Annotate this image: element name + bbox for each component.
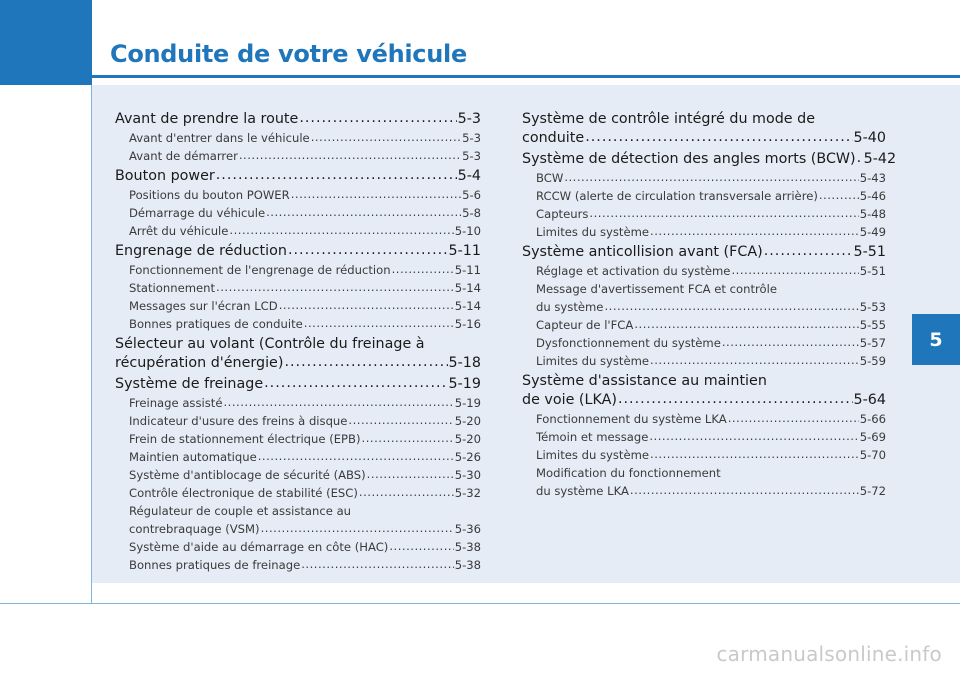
toc-entry-label: RCCW (alerte de circulation transversale arrière) [536, 189, 818, 203]
toc-leader-dots [264, 374, 447, 393]
toc-entry-label: Système de freinage [115, 376, 264, 392]
toc-entry-label: Réglage et activation du système [536, 264, 731, 278]
toc-entry-label: Capteurs [536, 207, 589, 221]
toc-entry-label: Avant de démarrer [129, 149, 238, 163]
toc-leader-dots [618, 390, 853, 409]
toc-entry-row [129, 297, 481, 315]
toc-entry-row [129, 204, 481, 222]
toc-page-number: 5-26 [454, 450, 481, 464]
toc-leader-dots [585, 128, 852, 147]
toc-page-number: 5-3 [462, 131, 481, 145]
toc-page-number: 5-6 [462, 188, 481, 202]
toc-page-number: 5-20 [454, 414, 481, 428]
toc-entry-row [522, 150, 897, 169]
toc-leader-dots [819, 186, 859, 204]
toc-subsection[interactable] [115, 186, 481, 204]
toc-entry-row [536, 410, 886, 428]
toc-section[interactable] [115, 242, 481, 261]
toc-page-number: 5-53 [859, 300, 886, 314]
toc-leader-dots [650, 445, 859, 463]
toc-page-number: 5-66 [859, 412, 886, 426]
toc-leader-dots [288, 241, 448, 260]
toc-entry-row [536, 187, 886, 205]
toc-leader-dots [261, 519, 454, 537]
toc-section[interactable] [115, 167, 481, 186]
toc-entry-row [536, 298, 886, 316]
toc-page-number: 5-18 [448, 355, 481, 371]
toc-entry-row [115, 167, 481, 186]
toc-entry-row [129, 147, 481, 165]
toc-subsection[interactable] [522, 334, 886, 352]
toc-entry-label: Témoin et message [536, 430, 649, 444]
toc-entry-row [115, 375, 481, 394]
toc-page-number: 5-43 [859, 171, 886, 185]
toc-entry-row [536, 446, 886, 464]
toc-subsection[interactable] [115, 538, 481, 556]
toc-subsection[interactable] [522, 280, 886, 316]
toc-page-number: 5-55 [859, 318, 886, 332]
toc-leader-dots [216, 278, 454, 296]
toc-entry-label: BCW [536, 171, 564, 185]
toc-leader-dots [279, 296, 454, 314]
toc-entry-label: Freinage assisté [129, 396, 223, 410]
toc-entry-label: du système LKA [536, 484, 629, 498]
toc-leader-dots [362, 429, 454, 447]
toc-leader-dots [649, 427, 858, 445]
toc-section[interactable] [522, 150, 897, 169]
toc-entry-row [536, 169, 886, 187]
toc-subsection[interactable] [115, 147, 481, 165]
toc-entry-label: Frein de stationnement électrique (EPB) [129, 432, 361, 446]
toc-entry-label: Arrêt du véhicule [129, 224, 229, 238]
toc-entry-row [129, 484, 481, 502]
toc-subsection[interactable] [115, 502, 481, 538]
toc-page-number: 5-48 [859, 207, 886, 221]
toc-entry-label: Fonctionnement du système LKA [536, 412, 727, 426]
toc-page-number: 5-20 [454, 432, 481, 446]
toc-subsection[interactable] [115, 297, 481, 315]
toc-entry-label: Limites du système [536, 354, 650, 368]
toc-entry-row [129, 129, 481, 147]
toc-leader-dots [650, 351, 859, 369]
toc-subsection[interactable] [115, 466, 481, 484]
toc-entry-row [129, 448, 481, 466]
toc-page-number: 5-42 [863, 151, 897, 167]
toc-page-number: 5-19 [454, 396, 481, 410]
toc-page-number: 5-36 [454, 522, 481, 536]
toc-entry-label: Contrôle électronique de stabilité (ESC) [129, 486, 358, 500]
toc-leader-dots [722, 333, 859, 351]
toc-entry-label: Système anticollision avant (FCA) [522, 244, 763, 260]
toc-page-number: 5-3 [457, 111, 481, 127]
toc-subsection[interactable] [115, 315, 481, 333]
toc-subsection[interactable] [115, 261, 481, 279]
toc-entry-label: Système d'aide au démarrage en côte (HAC) [129, 540, 389, 554]
toc-entry-row [536, 223, 886, 241]
toc-leader-dots [223, 393, 453, 411]
toc-subsection[interactable] [115, 412, 481, 430]
toc-section[interactable] [522, 243, 886, 262]
toc-entry-label: Stationnement [129, 281, 216, 295]
toc-page-number: 5-57 [859, 336, 886, 350]
toc-leader-dots [634, 315, 858, 333]
toc-column-left [115, 108, 481, 574]
toc-entry-label-line: Sélecteur au volant (Contrôle du freinage à [115, 336, 425, 352]
toc-subsection[interactable] [522, 464, 886, 500]
toc-leader-dots [392, 260, 454, 278]
toc-subsection[interactable] [115, 394, 481, 412]
toc-subsection[interactable] [522, 352, 886, 370]
toc-page-number: 5-69 [859, 430, 886, 444]
toc-subsection[interactable] [115, 129, 481, 147]
toc-subsection[interactable] [522, 205, 886, 223]
toc-entry-label: Avant de prendre la route [115, 111, 299, 127]
toc-section[interactable] [522, 372, 886, 410]
toc-page-number: 5-30 [454, 468, 481, 482]
toc-leader-dots [728, 409, 859, 427]
toc-leader-dots [389, 537, 453, 555]
toc-entry-row [522, 243, 886, 262]
toc-entry-label-line: Système d'assistance au maintien [522, 373, 767, 389]
toc-entry-row [129, 222, 481, 240]
toc-leader-dots [216, 166, 457, 185]
toc-entry-row [129, 466, 481, 484]
toc-entry-label: Bonnes pratiques de freinage [129, 558, 301, 572]
toc-subsection[interactable] [115, 484, 481, 502]
toc-entry-label: Messages sur l'écran LCD [129, 299, 278, 313]
toc-section[interactable] [522, 110, 886, 148]
toc-page-number: 5-51 [859, 264, 886, 278]
toc-leader-dots [304, 314, 454, 332]
footer-rule [0, 603, 960, 604]
toc-entry-row [129, 315, 481, 333]
toc-leader-dots [229, 221, 453, 239]
toc-entry-label: de voie (LKA) [522, 392, 617, 408]
toc-entry-label: Bouton power [115, 168, 215, 184]
toc-section[interactable] [115, 110, 481, 129]
toc-section[interactable] [115, 335, 481, 373]
toc-entry-label: du système [536, 300, 604, 314]
toc-leader-dots [564, 168, 858, 186]
toc-leader-dots [301, 555, 453, 573]
toc-entry-row [129, 430, 481, 448]
toc-page-number: 5-8 [462, 206, 481, 220]
toc-entry-row [129, 261, 481, 279]
toc-subsection[interactable] [115, 448, 481, 466]
toc-entry-row [129, 279, 481, 297]
toc-page-number: 5-46 [859, 189, 886, 203]
toc-entry-row [536, 428, 886, 446]
toc-entry-row [522, 129, 886, 148]
toc-page-number: 5-4 [457, 168, 481, 184]
toc-subsection[interactable] [522, 187, 886, 205]
toc-subsection[interactable] [522, 169, 886, 187]
toc-entry-label: Fonctionnement de l'engrenage de réduction [129, 263, 391, 277]
toc-leader-dots [284, 353, 447, 372]
toc-entry-label: Système d'antiblocage de sécurité (ABS) [129, 468, 366, 482]
chapter-header-block [0, 0, 92, 85]
toc-entry-label-line: Message d'avertissement FCA et contrôle [536, 282, 777, 296]
toc-entry-label: Capteur de l'FCA [536, 318, 634, 332]
toc-subsection[interactable] [522, 316, 886, 334]
toc-entry-label: Avant d'entrer dans le véhicule [129, 131, 310, 145]
toc-entry-label-line: Régulateur de couple et assistance au [129, 504, 352, 518]
toc-leader-dots [650, 222, 859, 240]
toc-entry-label: Démarrage du véhicule [129, 206, 266, 220]
toc-subsection[interactable] [115, 222, 481, 240]
toc-column-right [522, 108, 897, 500]
toc-leader-dots [764, 242, 853, 261]
toc-page-number: 5-70 [859, 448, 886, 462]
toc-entry-row [536, 205, 886, 223]
toc-leader-dots [604, 297, 858, 315]
toc-page-number: 5-16 [454, 317, 481, 331]
toc-page-number: 5-38 [454, 540, 481, 554]
toc-leader-dots [239, 146, 461, 164]
toc-subsection[interactable] [522, 410, 886, 428]
toc-page-number: 5-19 [448, 376, 481, 392]
toc-entry-label: récupération d'énergie) [115, 355, 284, 371]
toc-leader-dots [367, 465, 454, 483]
toc-leader-dots [311, 128, 461, 146]
toc-entry-label: Dysfonctionnement du système [536, 336, 721, 350]
toc-entry-row [129, 520, 481, 538]
toc-leader-dots [266, 203, 461, 221]
toc-page-number: 5-3 [462, 149, 481, 163]
toc-entry-label: contrebraquage (VSM) [129, 522, 260, 536]
toc-entry-label: Limites du système [536, 225, 650, 239]
toc-page-number: 5-40 [853, 130, 886, 146]
toc-page-number: 5-32 [454, 486, 481, 500]
toc-entry-row [536, 334, 886, 352]
toc-entry-row [536, 262, 886, 280]
toc-page-number: 5-49 [859, 225, 886, 239]
toc-entry-label: Maintien automatique [129, 450, 257, 464]
toc-entry-label-line: Système de contrôle intégré du mode de [522, 111, 816, 127]
toc-subsection[interactable] [522, 223, 886, 241]
toc-leader-dots [258, 447, 454, 465]
toc-subsection[interactable] [115, 279, 481, 297]
toc-entry-label-line: Modification du fonctionnement [536, 466, 721, 480]
toc-subsection[interactable] [522, 446, 886, 464]
toc-entry-row [129, 394, 481, 412]
toc-entry-row [536, 482, 886, 500]
toc-subsection[interactable] [115, 430, 481, 448]
toc-entry-row [129, 556, 481, 574]
toc-leader-dots [359, 483, 454, 501]
toc-page-number: 5-72 [859, 484, 886, 498]
toc-entry-row [536, 352, 886, 370]
toc-entry-label: Système de détection des angles morts (BCW) [522, 151, 856, 167]
toc-entry-row [129, 538, 481, 556]
toc-entry-row [115, 110, 481, 129]
toc-entry-label: Limites du système [536, 448, 650, 462]
title-underline [92, 75, 960, 78]
toc-leader-dots [857, 149, 863, 168]
toc-leader-dots [630, 481, 859, 499]
toc-subsection[interactable] [115, 204, 481, 222]
toc-leader-dots [291, 185, 461, 203]
toc-subsection[interactable] [522, 428, 886, 446]
toc-entry-row [536, 316, 886, 334]
toc-entry-label: conduite [522, 130, 585, 146]
toc-entry-row [115, 354, 481, 373]
toc-page-number: 5-59 [859, 354, 886, 368]
toc-entry-label: Positions du bouton POWER [129, 188, 290, 202]
toc-page-number: 5-10 [454, 224, 481, 238]
toc-leader-dots [299, 109, 456, 128]
toc-page-number: 5-38 [454, 558, 481, 572]
toc-leader-dots [589, 204, 858, 222]
margin-rule [91, 85, 92, 603]
toc-entry-label: Bonnes pratiques de conduite [129, 317, 303, 331]
toc-entry-label: Indicateur d'usure des freins à disque [129, 414, 348, 428]
watermark: carmanualsonline.info [716, 642, 942, 666]
toc-entry-row [522, 391, 886, 410]
toc-entry-row [129, 412, 481, 430]
toc-section[interactable] [115, 375, 481, 394]
toc-entry-row [129, 186, 481, 204]
toc-page-number: 5-14 [454, 281, 481, 295]
toc-page-number: 5-51 [853, 244, 886, 260]
toc-page-number: 5-64 [853, 392, 886, 408]
chapter-tab[interactable]: 5 [912, 314, 960, 365]
toc-page-number: 5-14 [454, 299, 481, 313]
toc-entry-label: Engrenage de réduction [115, 243, 287, 259]
toc-leader-dots [348, 411, 453, 429]
toc-page-number: 5-11 [448, 243, 481, 259]
toc-subsection[interactable] [522, 262, 886, 280]
toc-subsection[interactable] [115, 556, 481, 574]
toc-page-number: 5-11 [454, 263, 481, 277]
toc-entry-row [115, 242, 481, 261]
toc-leader-dots [731, 261, 858, 279]
page-title: Conduite de votre véhicule [110, 40, 467, 68]
